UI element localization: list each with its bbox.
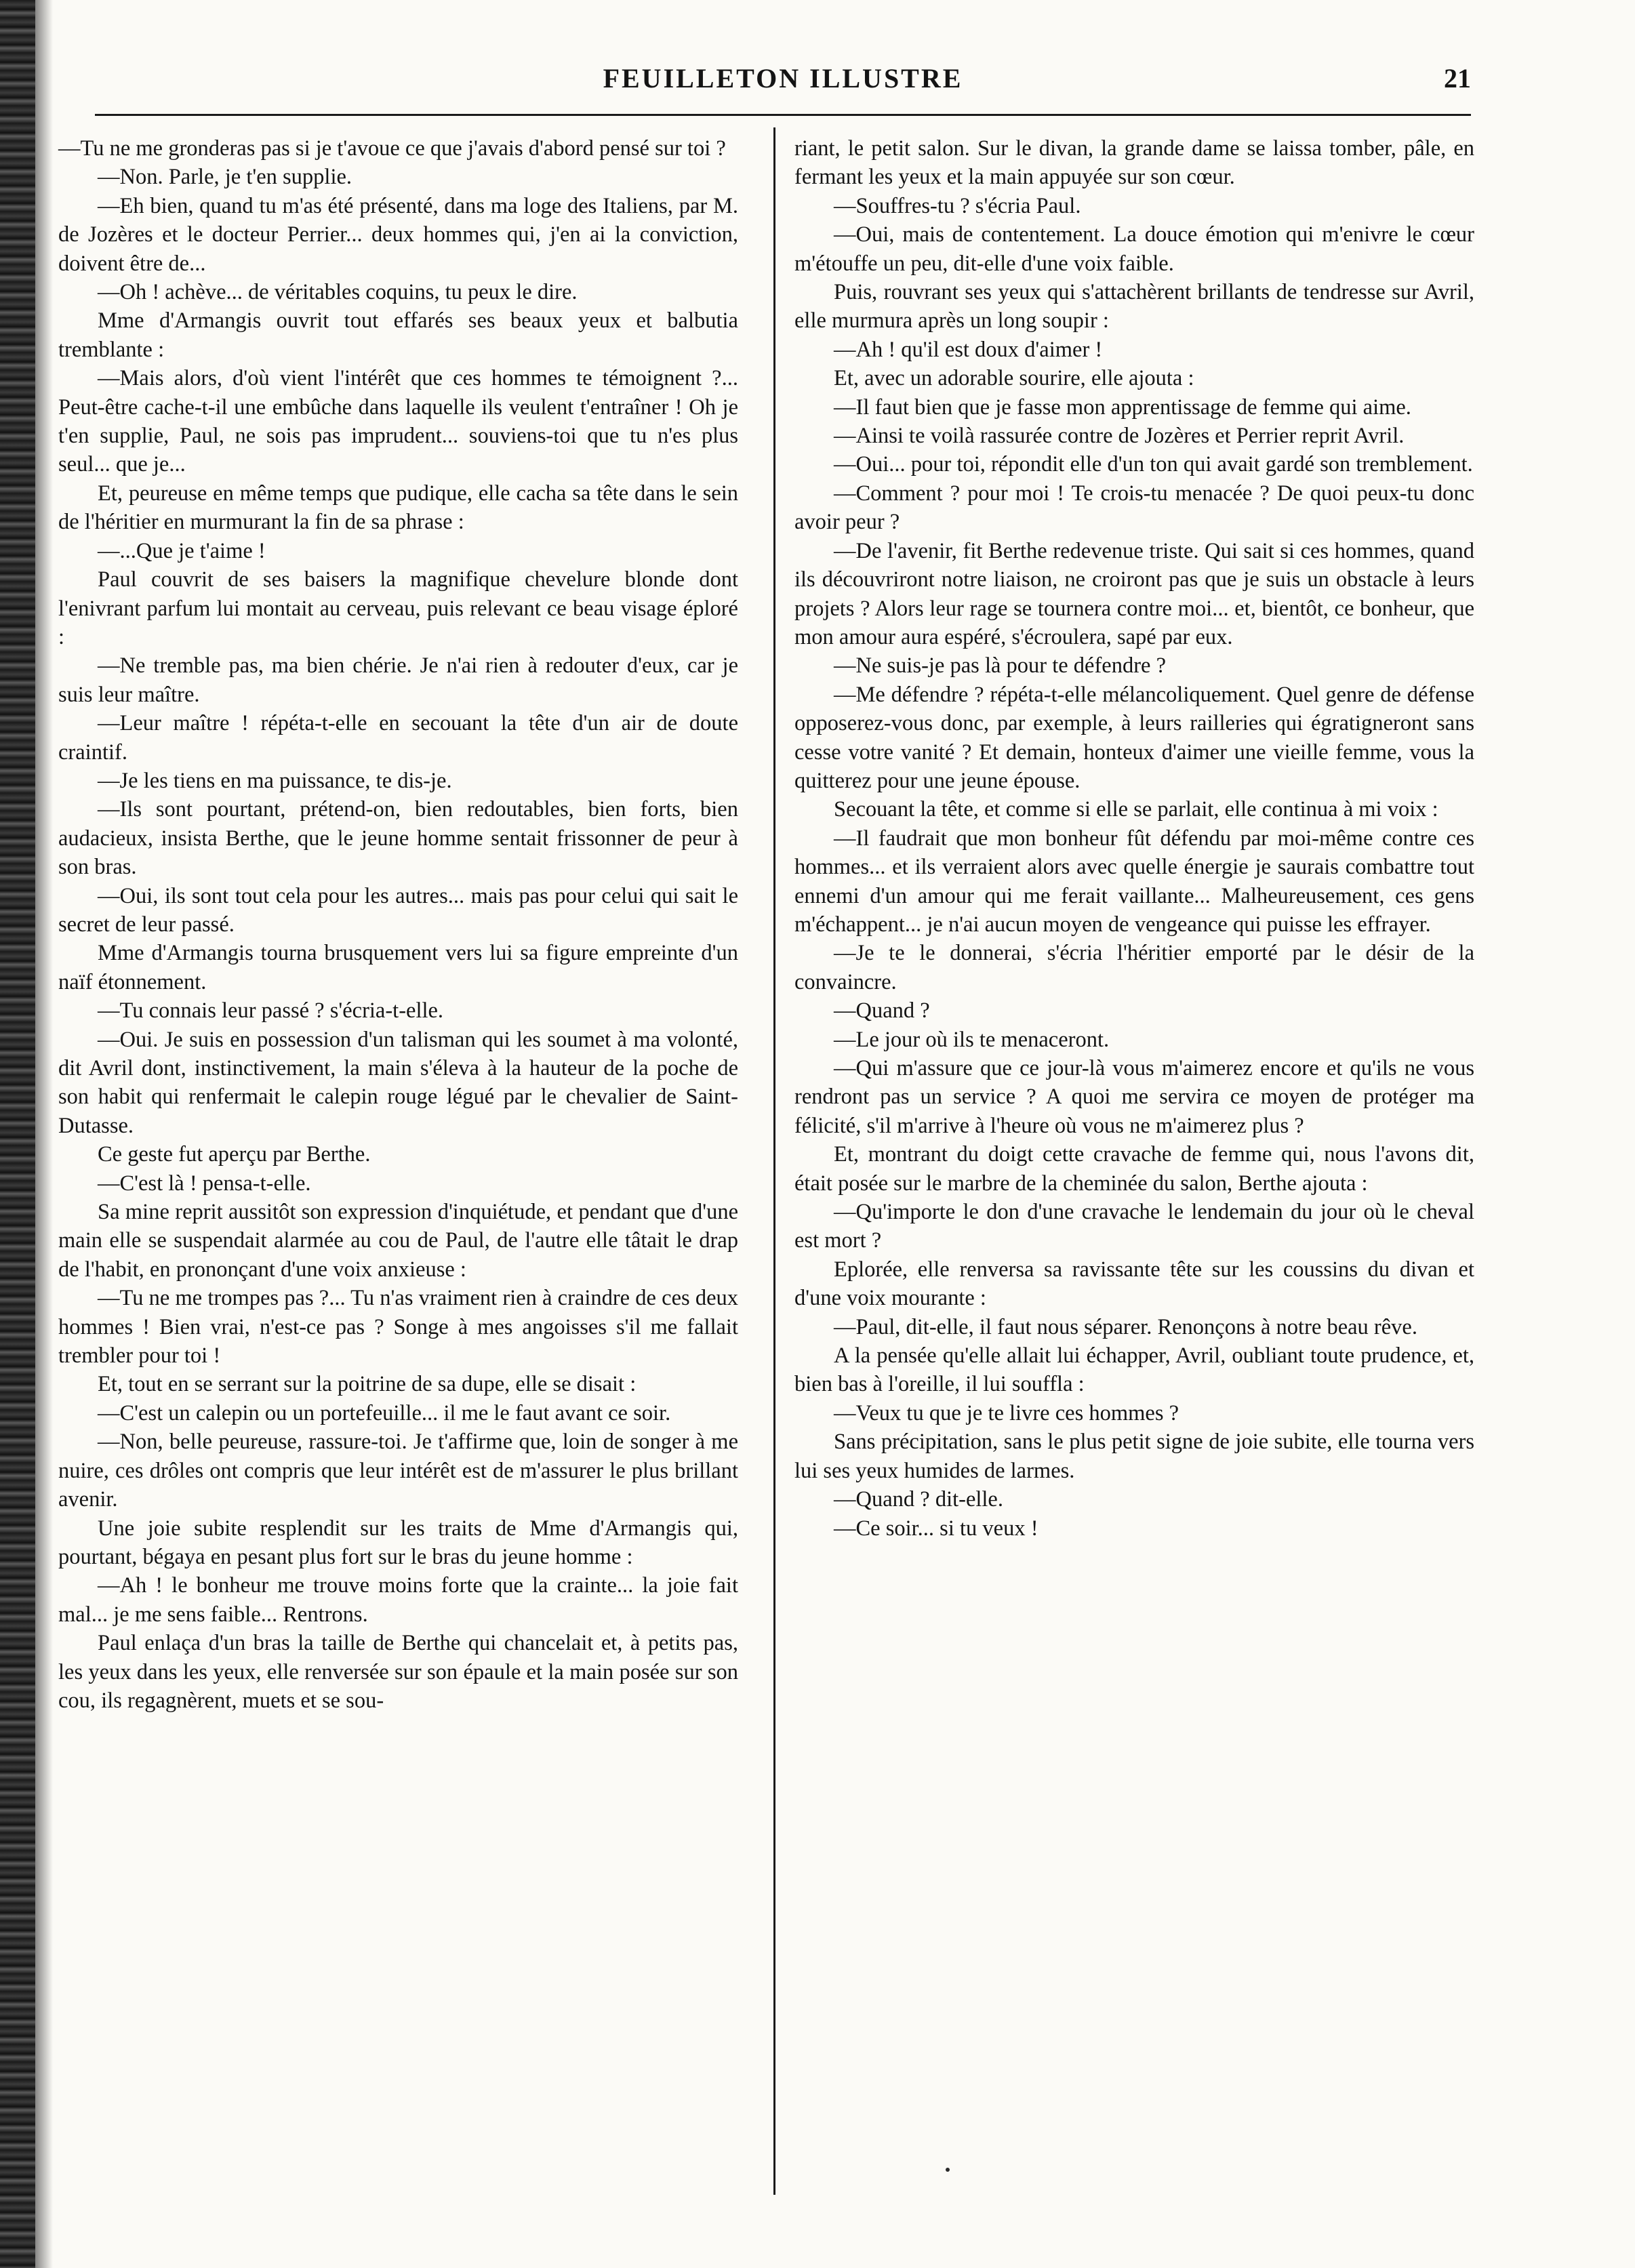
paragraph: —Oui... pour toi, répondit elle d'un ton qui avait gardé son tremblement.: [834, 452, 1473, 477]
paragraph: —Oui. Je suis en possession d'un talisman qui les soumet à ma volonté, dit Avril dont, instinctivement, la main s'éleva à la hauteur de la poche de son habit qui renfermait le calepin rouge légué par le chevalier de Saint-Dutasse.: [58, 1027, 738, 1138]
paragraph: Et, peureuse en même temps que pudique, elle cacha sa tête dans le sein de l'héritier en murmurant la fin de sa phrase :: [58, 481, 738, 535]
paragraph: —Paul, dit-elle, il faut nous séparer. Renonçons à notre beau rêve.: [834, 1314, 1417, 1339]
paragraph: —De l'avenir, fit Berthe redevenue triste. Qui sait si ces hommes, quand ils découvriront notre liaison, ne croiront pas que je suis un obstacle à leurs projets ? Alors leur rage se tournera contre moi... et, bientôt, ce bonheur, que mon amour aura espéré, s'écroulera, sapé par eux.: [794, 538, 1474, 649]
paragraph: —Oui, ils sont tout cela pour les autres... mais pas pour celui qui sait le secret de leur passé.: [58, 883, 738, 937]
paragraph: Puis, rouvrant ses yeux qui s'attachèrent brillants de tendresse sur Avril, elle murmura après un long soupir :: [794, 280, 1474, 333]
paragraph: A la pensée qu'elle allait lui échapper, Avril, oubliant toute prudence, et, bien bas à l'oreille, il lui souffla :: [794, 1343, 1474, 1397]
paragraph: —Le jour où ils te menaceront.: [834, 1027, 1110, 1052]
paragraph: —Ne suis-je pas là pour te défendre ?: [834, 653, 1167, 679]
paragraph: —Eh bien, quand tu m'as été présenté, dans ma loge des Italiens, par M. de Jozères et le docteur Perrier... deux hommes qui, j'en ai la conviction, doivent être de...: [58, 193, 738, 276]
paragraph: —Ils sont pourtant, prétend-on, bien redoutables, bien forts, bien audacieux, insista Berthe, que le jeune homme sentait frissonner de peur à son bras.: [58, 797, 738, 880]
paragraph: —Il faut bien que je fasse mon apprentissage de femme qui aime.: [834, 394, 1411, 420]
paragraph: —Tu ne me trompes pas ?... Tu n'as vraiment rien à craindre de ces deux hommes ! Bien vrai, n'est-ce pas ? Songe à mes angoisses s'il me fallait trembler pour toi !: [58, 1286, 738, 1369]
paragraph: —Veux tu que je te livre ces hommes ?: [834, 1400, 1179, 1425]
paragraph: —Je les tiens en ma puissance, te dis-je.: [98, 768, 452, 793]
paragraph: Paul couvrit de ses baisers la magnifique chevelure blonde dont l'enivrant parfum lui montait au cerveau, puis relevant ce beau visage éploré :: [58, 567, 738, 649]
paragraph: —Leur maître ! répéta-t-elle en secouant la tête d'un air de doute craintif.: [58, 711, 738, 765]
paragraph: riant, le petit salon. Sur le divan, la grande dame se laissa tomber, pâle, en fermant les yeux et la main appuyée sur son cœur.: [794, 136, 1474, 190]
paragraph: Et, montrant du doigt cette cravache de femme qui, nous l'avons dit, était posée sur le marbre de la cheminée du salon, Berthe ajouta :: [794, 1142, 1474, 1196]
paragraph: —Souffres-tu ? s'écria Paul.: [834, 193, 1081, 218]
paragraph: Eplorée, elle renversa sa ravissante tête sur les coussins du divan et d'une voix mourante :: [794, 1257, 1474, 1311]
header-rule: [95, 114, 1471, 116]
paragraph: Ce geste fut aperçu par Berthe.: [98, 1142, 371, 1167]
paragraph: —Ah ! le bonheur me trouve moins forte que la crainte... la joie fait mal... je me sens faible... Rentrons.: [58, 1573, 738, 1627]
paragraph: —Qui m'assure que ce jour-là vous m'aimerez encore et qu'ils ne vous rendront pas un service ? A quoi me servira ce moyen de protéger ma félicité, s'il m'arrive à l'heure où vous ne m'aimerez plus ?: [794, 1056, 1474, 1138]
paragraph: —Ce soir... si tu veux !: [834, 1516, 1038, 1541]
right-column: [794, 134, 1474, 1543]
paragraph: —Non, belle peureuse, rassure-toi. Je t'affirme que, loin de songer à me nuire, ces drôles ont compris que leur intérêt est de m'assurer le plus brillant avenir.: [58, 1430, 738, 1512]
paragraph: —Tu ne me gronderas pas si je t'avoue ce que j'avais d'abord pensé sur toi ?: [58, 136, 726, 161]
paragraph: —Ah ! qu'il est doux d'aimer !: [834, 337, 1103, 362]
paragraph: —...Que je t'aime !: [98, 538, 266, 563]
paragraph: —Oui, mais de contentement. La douce émotion qui m'enivre le cœur m'étouffe un peu, dit-elle d'une voix faible.: [794, 222, 1474, 276]
page-number: 21: [1444, 63, 1471, 94]
binding-edge: [0, 0, 35, 2268]
print-speck: [946, 2168, 950, 2172]
running-title: FEUILLETON ILLUSTRE: [603, 63, 963, 94]
paragraph: Et, tout en se serrant sur la poitrine de sa dupe, elle se disait :: [98, 1372, 637, 1397]
paragraph: Mme d'Armangis ouvrit tout effarés ses beaux yeux et balbutia tremblante :: [58, 308, 738, 362]
paragraph: —Me défendre ? répéta-t-elle mélancoliquement. Quel genre de défense opposerez-vous donc, par exemple, à leurs railleries qui égratigneront sans cesse votre vanité ? Et demain, honteux d'aimer une vieille femme, vous la quitterez pour une jeune épouse.: [794, 682, 1474, 793]
paragraph: —Qu'importe le don d'une cravache le lendemain du jour où le cheval est mort ?: [794, 1200, 1474, 1253]
paragraph: —Non. Parle, je t'en supplie.: [98, 165, 352, 190]
paragraph: Sans précipitation, sans le plus petit signe de joie subite, elle tourna vers lui ses yeux humides de larmes.: [794, 1430, 1474, 1483]
paragraph: —Quand ?: [834, 998, 930, 1024]
paragraph: —Ainsi te voilà rassurée contre de Jozères et Perrier reprit Avril.: [834, 424, 1405, 449]
paragraph: —Tu connais leur passé ? s'écria-t-elle.: [98, 998, 444, 1024]
left-column: [58, 134, 738, 1715]
paragraph: Une joie subite resplendit sur les traits de Mme d'Armangis qui, pourtant, bégaya en pesant plus fort sur le bras du jeune homme :: [58, 1516, 738, 1569]
page-header: [95, 62, 1471, 103]
paragraph: —Oh ! achève... de véritables coquins, tu peux le dire.: [98, 280, 578, 305]
paragraph: Paul enlaça d'un bras la taille de Berthe qui chancelait et, à petits pas, les yeux dans les yeux, elle renversée sur son épaule et la main posée sur son cou, ils regagnèrent, muets et se sou-: [58, 1631, 738, 1713]
paragraph: —Comment ? pour moi ! Te crois-tu menacée ? De quoi peux-tu donc avoir peur ?: [794, 481, 1474, 535]
paragraph: —C'est un calepin ou un portefeuille... il me le faut avant ce soir.: [98, 1400, 671, 1425]
paragraph: Et, avec un adorable sourire, elle ajouta :: [834, 366, 1194, 391]
binding-shadow: [35, 0, 53, 2268]
paragraph: Sa mine reprit aussitôt son expression d'inquiétude, et pendant que d'une main elle se suspendait alarmée au cou de Paul, de l'autre elle tâtait le drap de l'habit, en prononçant d'une voix anxieuse :: [58, 1200, 738, 1282]
paragraph: —Il faudrait que mon bonheur fût défendu par moi-même contre ces hommes... et ils verraient alors avec quelle énergie je saurais combattre tout ennemi d'un amour qui me ferait vaillante... Malheureusement, ces gens m'échappent... je n'ai aucun moyen de vengeance qui puisse les effrayer.: [794, 826, 1474, 937]
paragraph: Mme d'Armangis tourna brusquement vers lui sa figure empreinte d'un naïf étonnement.: [58, 941, 738, 994]
paragraph: —C'est là ! pensa-t-elle.: [98, 1171, 311, 1196]
paragraph: —Quand ? dit-elle.: [834, 1487, 1003, 1512]
column-divider: [773, 127, 775, 2195]
paragraph: —Mais alors, d'où vient l'intérêt que ces hommes te témoignent ?... Peut-être cache-t-il une embûche dans laquelle ils veulent t'entraîner ! Oh je t'en supplie, Paul, ne sois pas imprudent... souviens-toi que tu n'es plus seul... que je...: [58, 366, 738, 477]
paragraph: Secouant la tête, et comme si elle se parlait, elle continua à mi voix :: [834, 797, 1438, 822]
paragraph: —Je te le donnerai, s'écria l'héritier emporté par le désir de la convaincre.: [794, 941, 1474, 994]
paragraph: —Ne tremble pas, ma bien chérie. Je n'ai rien à redouter d'eux, car je suis leur maître.: [58, 653, 738, 707]
